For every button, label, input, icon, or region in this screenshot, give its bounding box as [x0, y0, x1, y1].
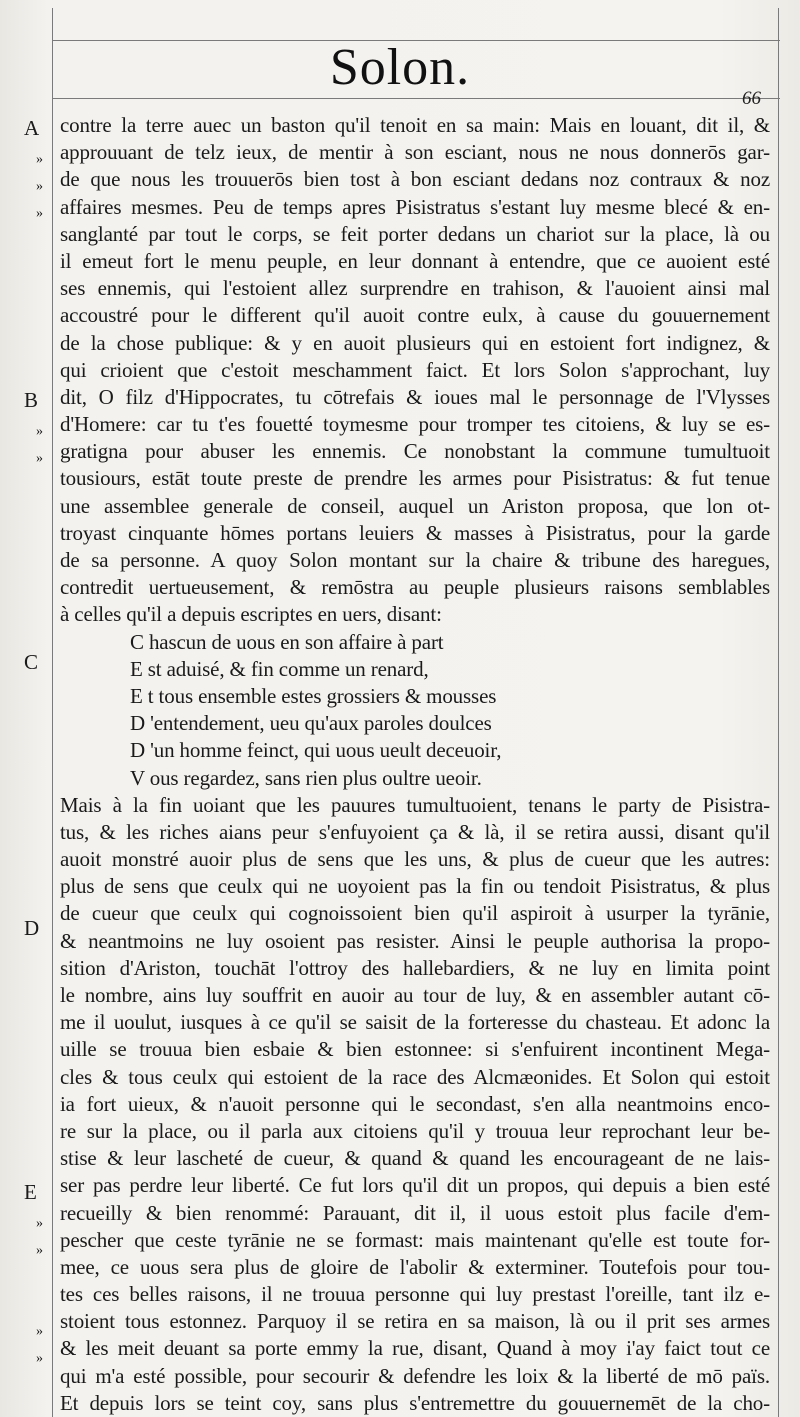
margin-letter-b: B: [24, 388, 39, 412]
text-line: à celles qu'il a depuis escriptes en uers, disant:: [60, 602, 442, 627]
text-line: troyast cinquante hōmes portans leuiers & masses à Pisistratus, pour la garde: [60, 520, 770, 545]
text-line: & neantmoins ne luy osoient pas resister. Ainsi le peuple authorisa la propo-: [60, 928, 770, 953]
text-line: de sa personne. A quoy Solon montant sur la chaire & tribune des haregues,: [60, 548, 770, 572]
text-line: de cueur que ceulx qui cognoissoient bien qu'il aspiroit à usurper la tyrānie,: [60, 901, 770, 926]
verse-line: V ous regardez, sans rien plus oultre ueoir.: [130, 765, 482, 790]
left-margin-rule: [52, 8, 53, 1417]
margin-quote-mark: »: [36, 206, 43, 221]
text-line: ses ennemis, qui l'estoient allez surprendre en trahison, & l'auoient ainsi mal: [60, 276, 770, 301]
text-line: qui m'a esté possible, pour secourir & defendre les loix & la liberté de mō païs.: [60, 1363, 770, 1388]
margin-letter-d: D: [24, 916, 40, 940]
text-line: de la chose publique: & y en auoit plusieurs qui en estoient fort indignez, &: [60, 330, 770, 355]
text-line: qui crioient que c'estoit meschamment faict. Et lors Solon s'approchant, luy: [60, 357, 770, 382]
text-line: tus, & les riches aians peur s'enfuyoient ça & là, il se retira aussi, disant qu'il: [60, 819, 770, 844]
text-line: plus de sens que ceulx qui ne uoyoient pas la fin ou tendoit Pisistratus, & plus: [60, 874, 770, 899]
verse-line: E st aduisé, & fin comme un renard,: [130, 656, 429, 681]
verse-line: D 'un homme feinct, qui uous ueult deceuoir,: [130, 738, 502, 763]
page-title: Solon.: [329, 39, 471, 96]
text-line: il emeut fort le menu peuple, en leur donnant à entendre, que ce auoient esté: [60, 248, 770, 273]
margin-quote-mark: »: [36, 424, 43, 439]
text-line: stoient tous estonnez. Parquoy il se retira en sa maison, là ou il prit ses armes: [60, 1309, 770, 1334]
margin-quote-mark: »: [36, 1243, 43, 1258]
text-line: contredit uertueusement, & remōstra au peuple plusieurs raisons semblables: [60, 575, 770, 600]
text-line: sition d'Ariston, touchāt l'ottroy des hallebardiers, & ne luy en limita point: [60, 955, 770, 980]
text-line: de que nous les trouuerōs bien tost à bon esciant dedans noz contraux & noz: [60, 167, 770, 192]
text-line: me il uoulut, iusques à ce qu'il se saisit de la forteresse du chasteau. Et adonc la: [60, 1010, 770, 1035]
text-line: uille se trouua bien esbaie & bien estonnee: si s'enfuirent incontinent Mega-: [60, 1037, 770, 1062]
text-line: tousiours, estāt toute preste de prendre les armes pour Pisistratus: & fut tenue: [60, 466, 770, 491]
margin-quote-mark: »: [36, 179, 43, 194]
text-line: d'Homere: car tu t'es fouetté toymesme pour tromper tes citoiens, & luy se es-: [60, 412, 770, 437]
page-number: 66: [742, 88, 761, 109]
margin-letter-c: C: [24, 650, 39, 674]
text-line: dit, O filz d'Hippocrates, tu cōtrefais & ioues mal le personnage de l'Vlysses: [60, 384, 770, 409]
text-line: ser pas perdre leur liberté. Ce fut lors qu'il dit un propos, qui depuis a bien esté: [60, 1173, 770, 1198]
text-line: tes ces belles raisons, il ne trouua personne qui luy prestast l'oreille, tant ilz e-: [60, 1282, 770, 1307]
text-line: affaires mesmes. Peu de temps apres Pisistratus s'estant luy mesme blecé & en-: [60, 194, 770, 219]
text-line: & les meit deuant sa porte emmy la rue, disant, Quand à moy i'ay faict tout ce: [60, 1336, 770, 1361]
margin-quote-mark: »: [36, 1351, 43, 1366]
text-line: pescher que ceste tyrānie ne se formast: mais maintenant qu'elle est toute for-: [60, 1227, 770, 1252]
margin-quote-mark: »: [36, 152, 43, 167]
verse-line: D 'entendement, ueu qu'aux paroles doulces: [130, 711, 492, 736]
text-line: accoustré pour le different qu'il auoit contre eulx, à cause du gouuernement: [60, 303, 770, 328]
margin-letter-a: A: [24, 116, 40, 140]
text-line: une assemblee generale de conseil, auquel un Ariston proposa, que lon ot-: [60, 493, 770, 518]
body-text: [60, 112, 770, 1417]
header-rule: [52, 98, 780, 99]
text-line: mee, ce uous sera plus de gloire de l'abolir & exterminer. Toutefois pour tou-: [60, 1254, 770, 1279]
text-line: auoit monstré auoir plus de sens que les uns, & plus de cueur que les autres:: [60, 847, 770, 872]
text-line: approuuant de telz ieux, de mentir à son esciant, nous ne nous donnerōs gar-: [60, 140, 770, 165]
verse-line: C hascun de uous en son affaire à part: [130, 629, 444, 654]
text-line: sanglanté par tout le corps, se feit porter dedans un chariot sur la place, là ou: [60, 221, 770, 246]
text-line: recueilly & bien renommé: Parauant, dit il, il uous estoit plus facile d'em-: [60, 1200, 770, 1225]
margin-quote-mark: »: [36, 451, 43, 466]
text-line: ia fort uieux, & n'auoit personne qui le secondast, s'en alla neantmoins enco-: [60, 1091, 770, 1116]
text-line: le nombre, ains luy souffrit en auoir au tour de luy, & en assembler autant cō-: [60, 983, 770, 1007]
text-line: cles & tous ceulx qui estoient de la race des Alcmæonides. Et Solon qui estoit: [60, 1064, 770, 1089]
text-line: re sur la place, ou il parla aux citoiens qu'il y trouua leur reprochant leur be-: [60, 1118, 770, 1143]
margin-quote-mark: »: [36, 1216, 43, 1231]
verse-line: E t tous ensemble estes grossiers & mousses: [130, 683, 497, 708]
text-line: stise & leur lascheté de cueur, & quand & quand les encourageant de ne lais-: [60, 1146, 770, 1171]
margin-letter-e: E: [24, 1180, 37, 1204]
text-line: Et depuis lors se teint coy, sans plus s'entremettre du gouuernemēt de la cho-: [60, 1390, 770, 1415]
text-line: gratigna pour abuser les ennemis. Ce nonobstant la commune tumultuoit: [60, 439, 770, 464]
right-margin-rule: [778, 8, 779, 1417]
text-line: Mais à la fin uoiant que les pauures tumultuoient, tenans le party de Pisistra-: [60, 792, 770, 817]
margin-quote-mark: »: [36, 1324, 43, 1339]
text-line: contre la terre auec un baston qu'il tenoit en sa main: Mais en louant, dit il, &: [60, 113, 770, 137]
